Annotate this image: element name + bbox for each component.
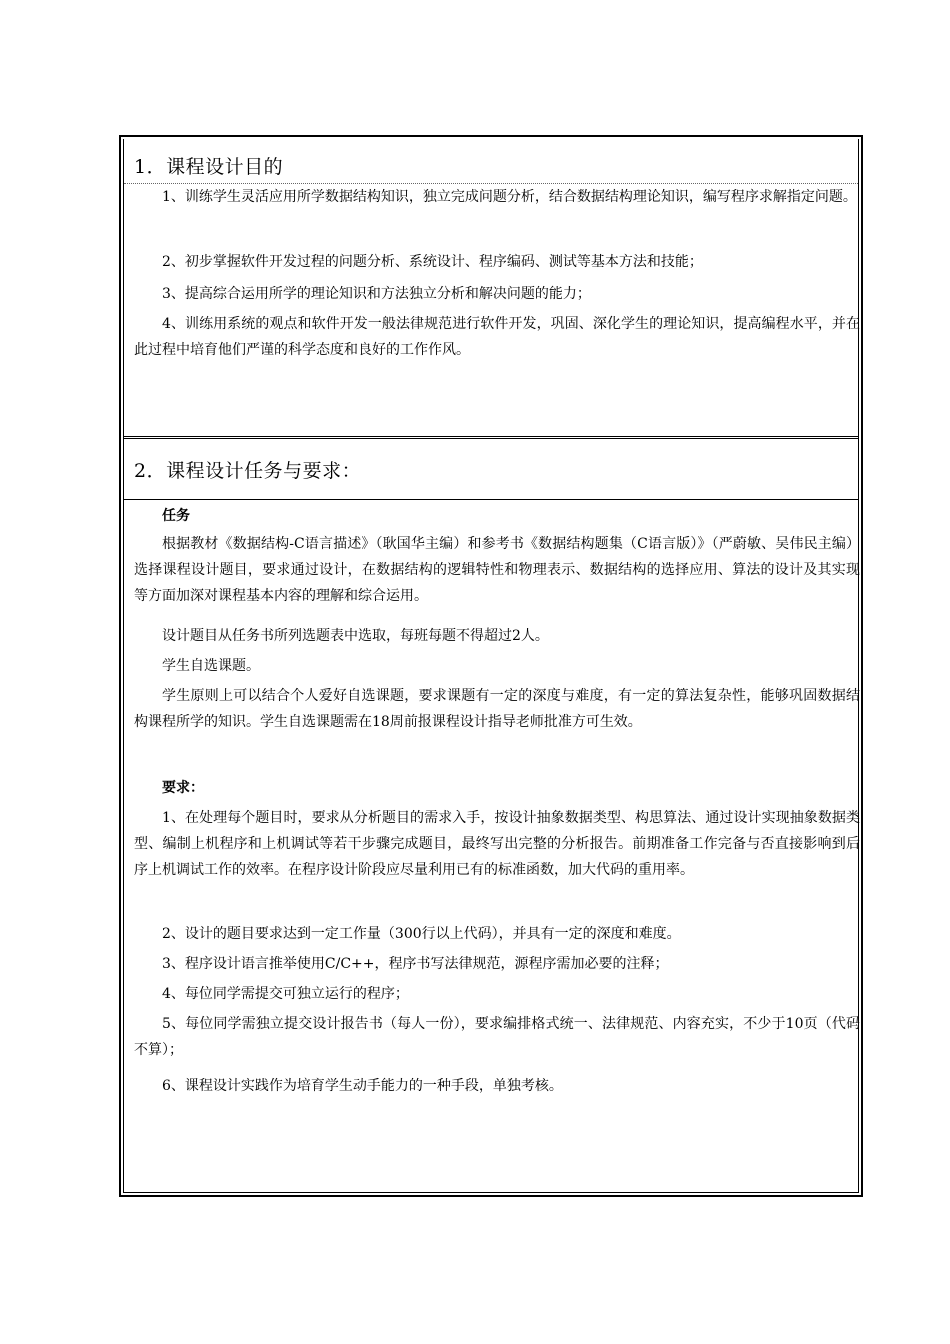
section1-item-4: 4、训练用系统的观点和软件开发一般法律规范进行软件开发，巩固、深化学生的理论知识，提高编程水平，并在此过程中培育他们严谨的科学态度和良好的工作作风。 bbox=[134, 316, 860, 358]
task-paragraph-1: 根据教材《数据结构-C语言描述》（耿国华主编）和参考书《数据结构题集（C语言版）》（严蔚敏、吴伟民主编）选择课程设计题目，要求通过设计，在数据结构的逻辑特性和物理表示、数据结构的选择应用、算法的设计及其实现等方面加深对课程基本内容的理解和综合运用。 bbox=[134, 536, 860, 604]
task-label: 任务 bbox=[162, 508, 190, 524]
requirement-item-5: 5、每位同学需独立提交设计报告书（每人一份），要求编排格式统一、法律规范、内容充实，不少于10页（代码不算）； bbox=[134, 1016, 860, 1058]
requirement-item-3: 3、程序设计语言推举使用C/C++，程序书写法律规范，源程序需加必要的注释； bbox=[162, 956, 669, 972]
requirement-item-4: 4、每位同学需提交可独立运行的程序； bbox=[162, 986, 409, 1002]
section2-heading-divider bbox=[124, 499, 858, 500]
task-paragraph-2: 设计题目从任务书所列选题表中选取，每班每题不得超过2人。 bbox=[162, 628, 549, 644]
section1-item-2: 2、初步掌握软件开发过程的问题分析、系统设计、程序编码、测试等基本方法和技能； bbox=[162, 254, 703, 270]
section-divider bbox=[124, 436, 858, 439]
section1-item-1: 1、训练学生灵活应用所学数据结构知识，独立完成问题分析，结合数据结构理论知识，编写程序求解指定问题。 bbox=[162, 189, 857, 205]
task-paragraph-3: 学生自选课题。 bbox=[162, 658, 260, 674]
document-table bbox=[119, 135, 863, 1197]
requirement-item-2: 2、设计的题目要求达到一定工作量（300行以上代码），并具有一定的深度和难度。 bbox=[162, 926, 681, 942]
task-paragraph-4: 学生原则上可以结合个人爱好自选课题，要求课题有一定的深度与难度，有一定的算法复杂性，能够巩固数据结构课程所学的知识。学生自选课题需在18周前报课程设计指导老师批准方可生效。 bbox=[134, 688, 860, 730]
section1-heading: 1．课程设计目的 bbox=[134, 156, 284, 178]
document-table-inner bbox=[123, 139, 859, 1193]
section1-item-3: 3、提高综合运用所学的理论知识和方法独立分析和解决问题的能力； bbox=[162, 286, 591, 302]
section2-heading: 2．课程设计任务与要求： bbox=[134, 460, 362, 482]
requirement-item-6: 6、课程设计实践作为培育学生动手能力的一种手段，单独考核。 bbox=[162, 1078, 563, 1094]
requirement-item-1: 1、在处理每个题目时，要求从分析题目的需求入手，按设计抽象数据类型、构思算法、通过设计实现抽象数据类型、编制上机程序和上机调试等若干步骤完成题目，最终写出完整的分析报告。前期准备工作完备与否直接影响到后序上机调试工作的效率。在程序设计阶段应尽量利用已有的标准函数，加大代码的重用率。 bbox=[134, 810, 860, 878]
requirements-label: 要求： bbox=[162, 780, 204, 796]
